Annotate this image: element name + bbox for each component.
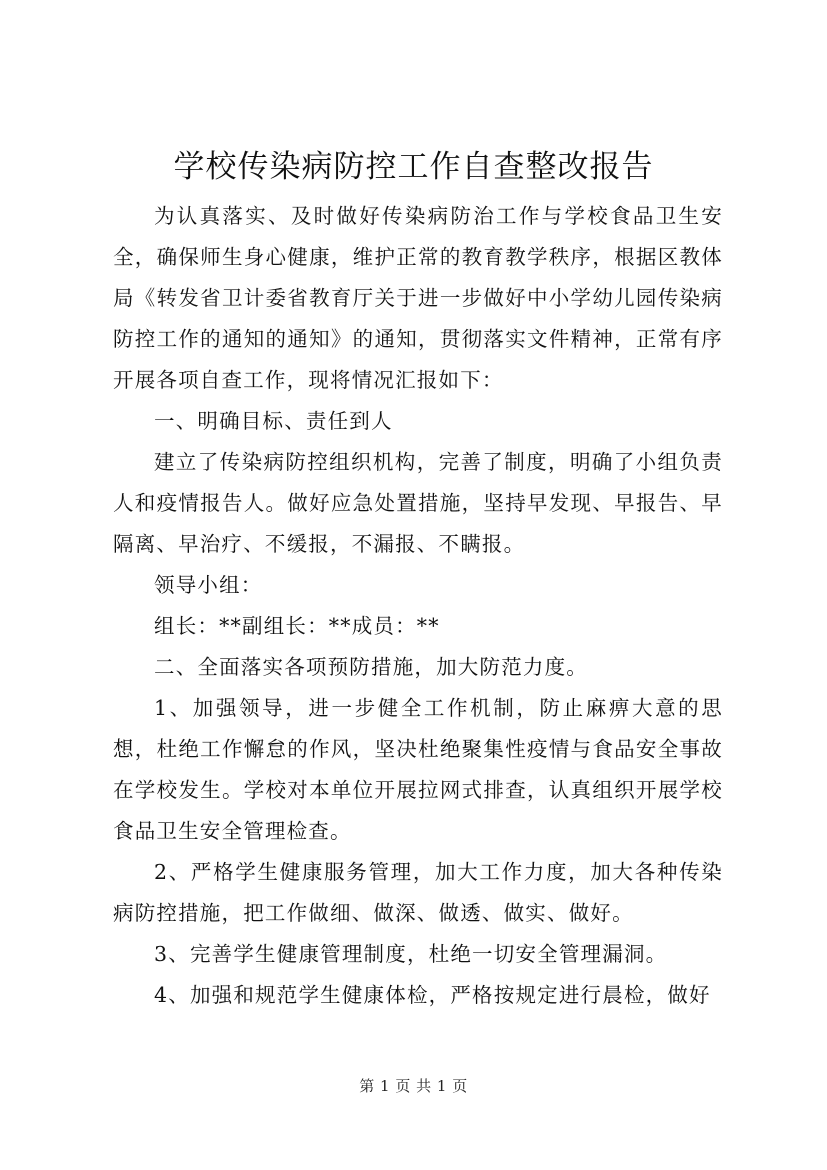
paragraph-group-members: 组长：**副组长：**成员：** <box>154 614 440 638</box>
section-heading-1: 一、明确目标、责任到人 <box>154 409 393 433</box>
page-footer: 第 1 页 共 1 页 <box>359 1077 468 1095</box>
section-heading-2: 二、全面落实各项预防措施，加大防范力度。 <box>154 655 588 679</box>
paragraph-item-2: 2、严格学生健康服务管理，加大工作力度，加大各种传染病防控措施，把工作做细、做深、做透、做实、做好。 <box>113 860 723 925</box>
paragraph-item-1: 1、加强领导，进一步健全工作机制，防止麻痹大意的思想，杜绝工作懈怠的作风，坚决杜绝聚集性疫情与食品安全事故在学校发生。学校对本单位开展拉网式排查，认真组织开展学校食品卫生安全管理检查。 <box>113 696 723 843</box>
document-title: 学校传染病防控工作自查整改报告 <box>173 149 654 185</box>
paragraph-leadership-group: 领导小组： <box>154 573 263 597</box>
paragraph-intro: 为认真落实、及时做好传染病防治工作与学校食品卫生安全，确保师生身心健康，维护正常的教育教学秩序，根据区教体局《转发省卫计委省教育厅关于进一步做好中小学幼儿园传染病防控工作的通知的通知》的通知，贯彻落实文件精神，正常有序开展各项自查工作，现将情况汇报如下： <box>113 204 723 392</box>
paragraph-organization: 建立了传染病防控组织机构，完善了制度，明确了小组负责人和疫情报告人。做好应急处置措施，坚持早发现、早报告、早隔离、早治疗、不缓报，不漏报、不瞒报。 <box>113 450 723 556</box>
paragraph-item-4: 4、加强和规范学生健康体检，严格按规定进行晨检，做好 <box>154 983 711 1007</box>
paragraph-item-3: 3、完善学生健康管理制度，杜绝一切安全管理漏洞。 <box>154 942 668 966</box>
document-body <box>113 196 723 1016</box>
